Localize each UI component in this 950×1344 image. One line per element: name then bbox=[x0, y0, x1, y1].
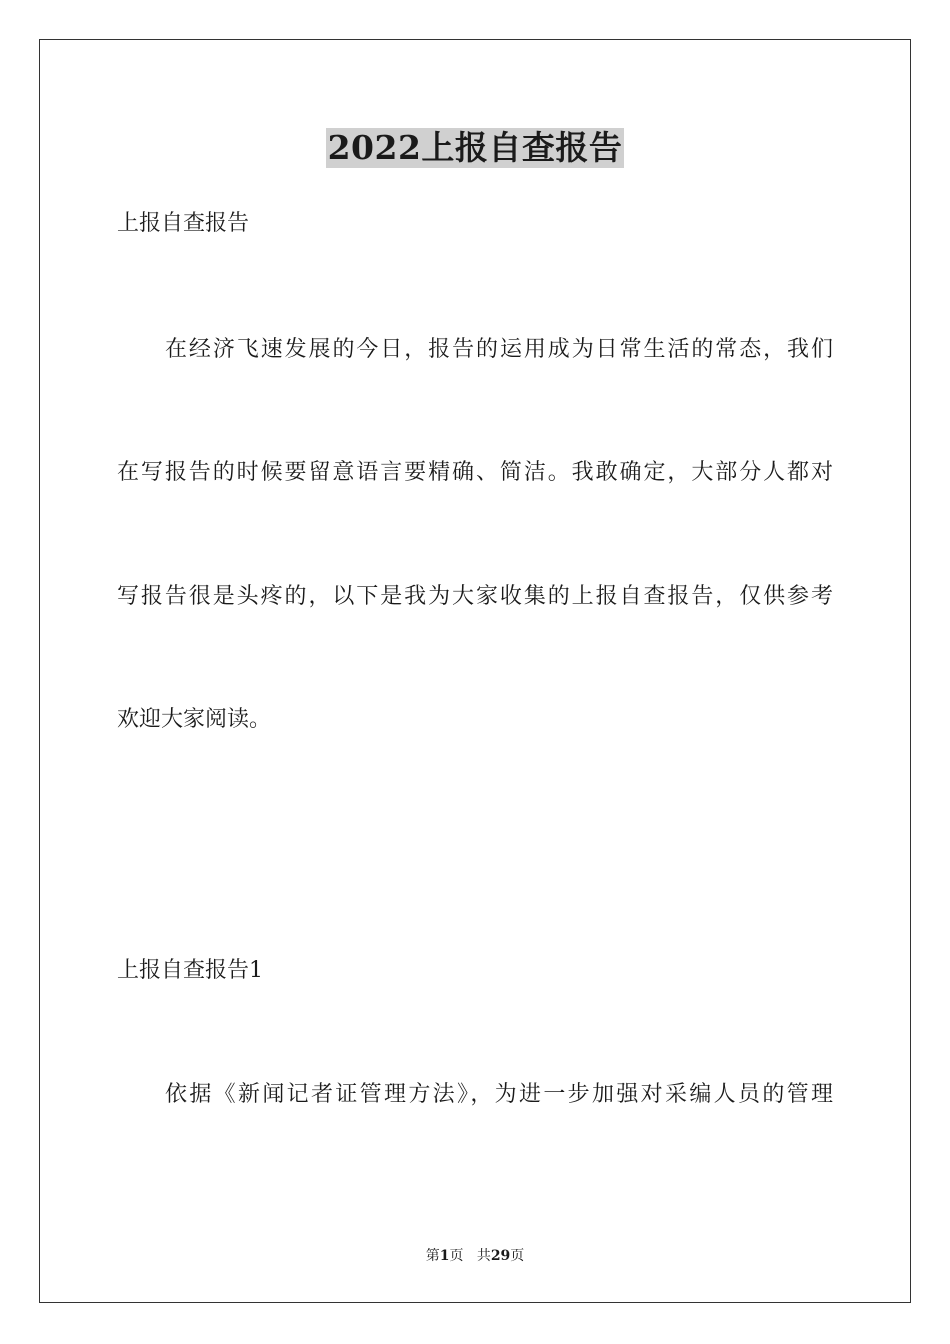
total-suffix: 页 bbox=[510, 1248, 525, 1264]
page-suffix: 页 bbox=[449, 1248, 464, 1264]
section-heading: 上报自查报告1 bbox=[117, 958, 263, 983]
paragraph-line: 在写报告的时候要留意语言要精确、简洁。我敢确定，大部分人都对 bbox=[117, 460, 833, 485]
page-number: 1 bbox=[439, 1248, 450, 1264]
paragraph-line: 欢迎大家阅读。 bbox=[117, 707, 272, 732]
total-prefix: 共 bbox=[476, 1248, 491, 1264]
paragraph-line: 在经济飞速发展的今日，报告的运用成为日常生活的常态，我们 bbox=[165, 337, 833, 362]
document-title: 2022上报自查报告 bbox=[327, 128, 623, 167]
page-prefix: 第 bbox=[425, 1248, 440, 1264]
total-pages: 29 bbox=[490, 1248, 511, 1264]
document-subtitle: 上报自查报告 bbox=[117, 211, 250, 236]
paragraph-line: 依据《新闻记者证管理方法》，为进一步加强对采编人员的管理 bbox=[165, 1082, 833, 1107]
title-container bbox=[0, 128, 950, 168]
page-footer bbox=[0, 1247, 950, 1265]
paragraph-line: 写报告很是头疼的，以下是我为大家收集的上报自查报告，仅供参考 bbox=[117, 584, 833, 609]
